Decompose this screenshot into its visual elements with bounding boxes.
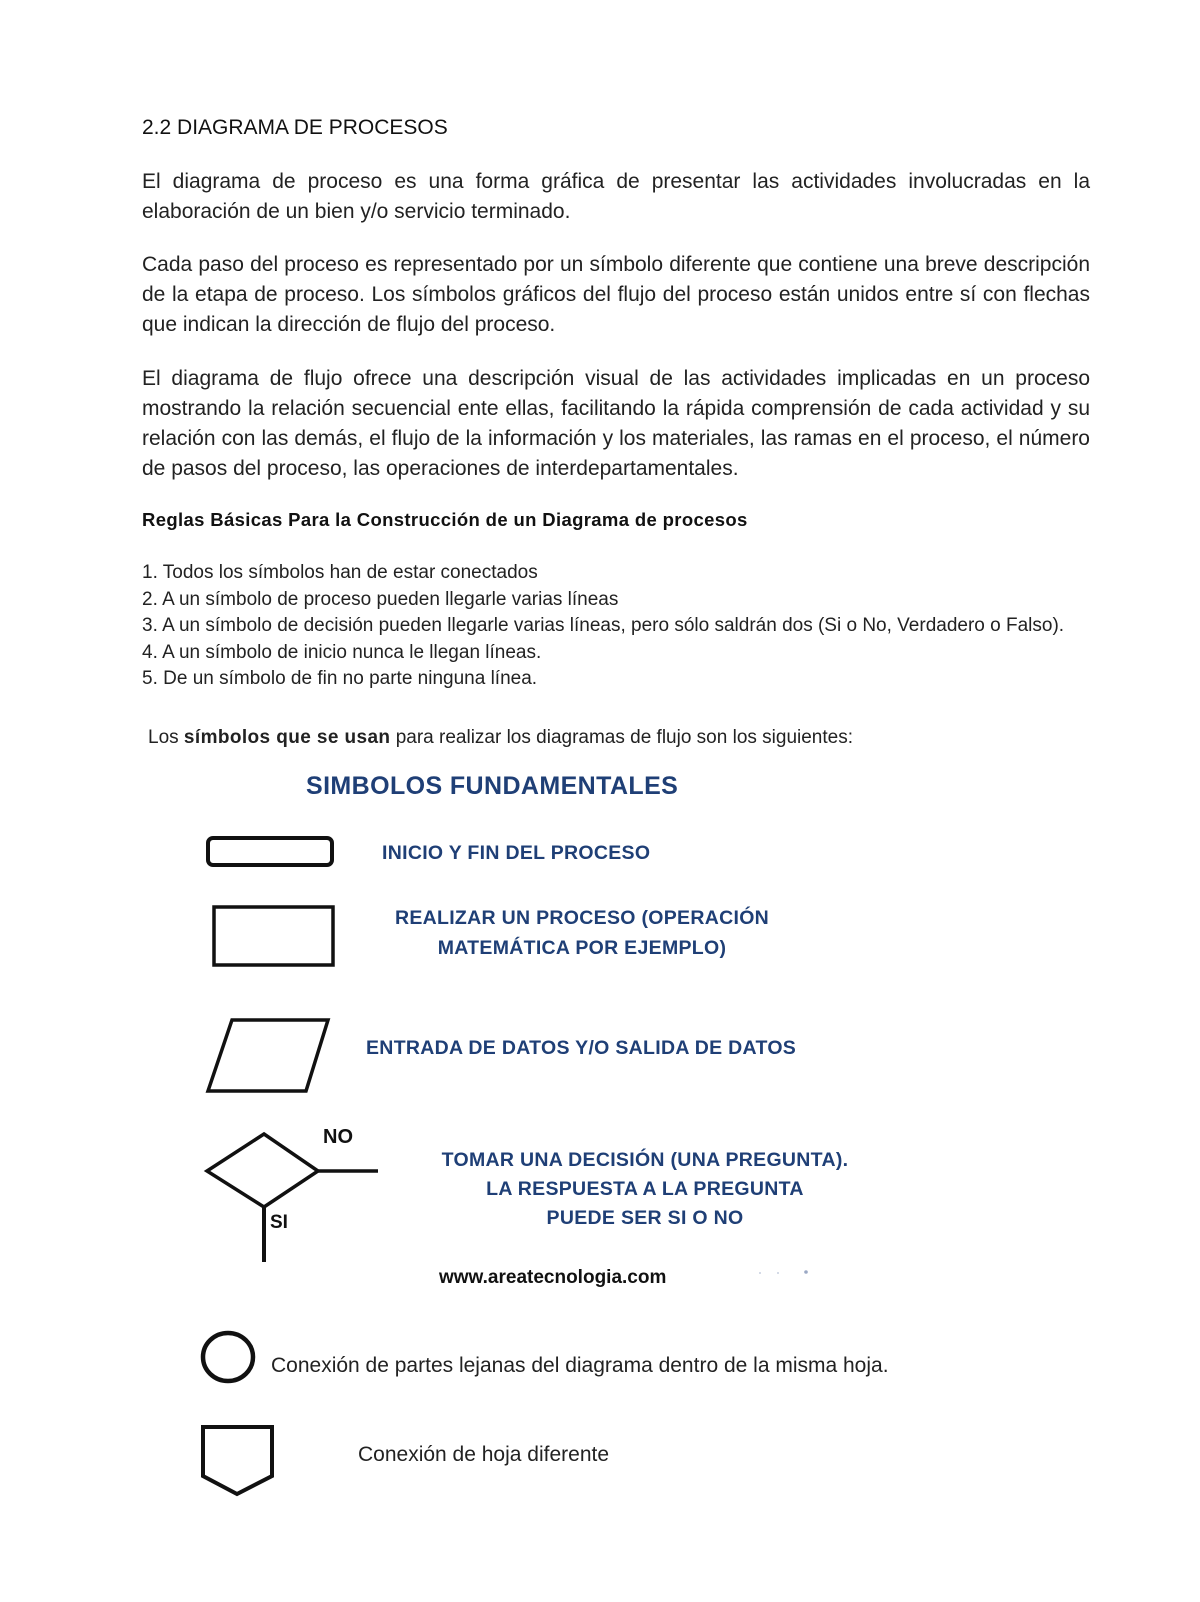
paragraph-flow: El diagrama de flujo ofrece una descripción visual de las actividades implicadas en un proceso mostrando la relación secuencial ente ellas, facilitando la rápida comprensión de cada actividad y su relación con las demás, el flujo de la información y los materiales, las ramas en el proceso, el número de pasos del proceso, las operaciones de interdepartamentales. (142, 367, 1090, 480)
label-entrada: ENTRADA DE DATOS Y/O SALIDA DE DATOS (366, 1037, 797, 1059)
io-symbol (208, 1020, 328, 1091)
label-decision-line: PUEDE SER SI O NO (546, 1207, 744, 1229)
connector-description: Conexión de partes lejanas del diagrama dentro de la misma hoja. (271, 1354, 889, 1377)
intro-before: Los (148, 727, 184, 748)
label-decision-line: TOMAR UNA DECISIÓN (UNA PREGUNTA). (441, 1149, 849, 1171)
connector-symbol (203, 1333, 253, 1381)
decision-symbol (207, 1134, 318, 1207)
rule-item: 1. Todos los símbolos han de estar conectados (142, 562, 538, 583)
figure-title: SIMBOLOS FUNDAMENTALES (306, 772, 679, 800)
page-title: 2.2 DIAGRAMA DE PROCESOS (142, 116, 448, 139)
paragraph-symbols: Cada paso del proceso es representado por un símbolo diferente que contiene una breve descripción de la etapa de proceso. Los símbolos gráficos del flujo del proceso están unidos entre sí con flechas que indican la dirección de flujo del proceso. (142, 253, 1090, 336)
label-proceso-line: REALIZAR UN PROCESO (OPERACIÓN (394, 907, 770, 929)
decor-dot (804, 1270, 808, 1274)
process-symbol (214, 907, 333, 965)
rule-item: 5. De un símbolo de fin no parte ninguna línea. (142, 668, 538, 689)
decor-dot (759, 1272, 761, 1274)
intro-bold: símbolos que se usan (183, 727, 391, 748)
offpage-description: Conexión de hoja diferente (358, 1443, 610, 1466)
offpage-symbol (203, 1427, 272, 1494)
label-decision-line: LA RESPUESTA A LA PREGUNTA (486, 1178, 804, 1200)
paragraph-definition: El diagrama de proceso es una forma gráfica de presentar las actividades involucradas en la elaboración de un bien y/o servicio terminado. (142, 170, 1090, 223)
rule-item: 2. A un símbolo de proceso pueden llegarle varias líneas (142, 588, 619, 610)
rules-title: Reglas Básicas Para la Construcción de un Diagrama de procesos (142, 509, 748, 530)
rule-item: 3. A un símbolo de decisión pueden llegarle varias líneas, pero sólo saldrán dos (Si o No, Verdadero o Falso). (142, 615, 1065, 636)
rule-item: 4. A un símbolo de inicio nunca le llegan líneas. (142, 641, 542, 663)
website-credit: www.areatecnologia.com (439, 1267, 667, 1288)
label-no: NO (323, 1126, 353, 1148)
label-proceso-line: MATEMÁTICA POR EJEMPLO) (437, 937, 727, 959)
label-si: SI (270, 1212, 288, 1233)
intro-after: para realizar los diagramas de flujo son los siguientes: (390, 727, 853, 748)
terminal-symbol (208, 838, 332, 865)
decor-dot (777, 1272, 779, 1274)
label-proceso (352, 903, 812, 963)
label-inicio: INICIO Y FIN DEL PROCESO (382, 842, 651, 864)
label-decision (395, 1146, 895, 1233)
